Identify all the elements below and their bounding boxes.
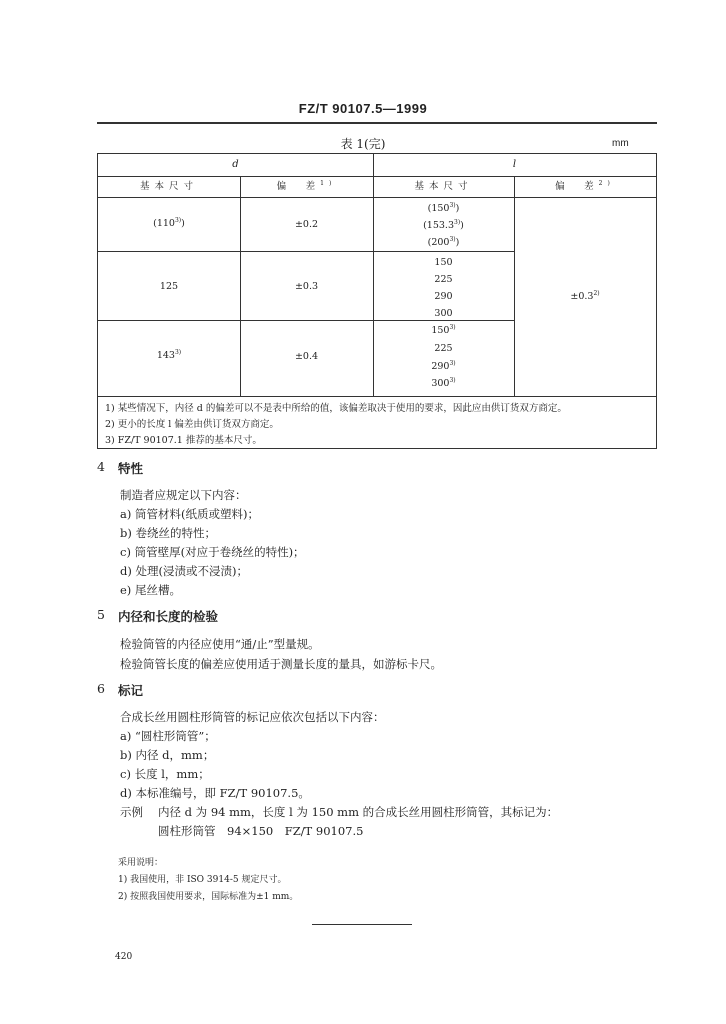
section-number: 5 [97, 607, 105, 622]
note-item: 2) 按照我国使用要求，国际标准为±1 mm。 [118, 892, 299, 902]
table-footnote: 3) FZ/T 90107.1 推荐的基本尺寸。 [105, 435, 262, 446]
group-header-d: d [232, 159, 239, 170]
footnote-divider [98, 396, 656, 397]
row-divider [98, 320, 514, 321]
group-header-l: l [512, 159, 517, 170]
col-header-l-tol [514, 179, 656, 192]
page-number: 420 [115, 952, 133, 962]
l-value: 225 [434, 343, 453, 354]
d-tolerance: ±0.2 [294, 219, 319, 230]
section-number: 4 [97, 459, 105, 474]
row-divider [98, 251, 514, 252]
col-header-d-tol [240, 179, 373, 192]
table-footnote: 2) 更小的长度 l 偏差由供订货双方商定。 [105, 419, 279, 430]
table-title: 表 1(完) [340, 137, 386, 151]
list-item: a) “圆柱形筒管”； [120, 729, 216, 743]
col-header-l-basic: 基本尺寸 [414, 181, 473, 192]
list-item: d) 处理(浸渍或不浸渍)； [120, 564, 248, 578]
section-title: 内径和长度的检验 [118, 609, 219, 624]
section-title: 标记 [118, 683, 144, 698]
footnote-ref: 1) [320, 179, 337, 187]
l-value: 300$^{3)}$ [431, 376, 456, 389]
l-value: 290$^{3)}$ [431, 359, 456, 372]
header-divider [98, 176, 656, 177]
l-value: (150$^{3)}$) [427, 201, 460, 214]
list-item: e) 尾丝槽。 [120, 583, 181, 597]
d-value: 125 [159, 281, 179, 292]
list-item: c) 筒管壁厚(对应于卷绕丝的特性)； [120, 545, 305, 559]
col-header-d-tol-text: 偏 差 [276, 181, 321, 192]
d-tolerance: ±0.4 [294, 351, 319, 362]
header-rule [97, 122, 657, 124]
table-footnote: 1) 某些情况下，内径 d 的偏差可以不是表中所给的值，该偏差取决于使用的要求，因此应由供订货双方商定。 [105, 403, 567, 414]
footnote-ref: 2) [598, 179, 615, 187]
list-item: b) 内径 d，mm； [120, 748, 215, 762]
notes-title: 采用说明： [118, 858, 164, 868]
example-marking: 圆柱形筒管 94×150 FZ/T 90107.5 [158, 824, 364, 838]
note-item: 1) 我国使用，非 ISO 3914-5 规定尺寸。 [118, 875, 287, 885]
section-title: 特性 [118, 461, 144, 476]
l-value: (200$^{3)}$) [427, 235, 460, 248]
example-text: 内径 d 为 94 mm，长度 l 为 150 mm 的合成长丝用圆柱形筒管，其标记为： [158, 805, 559, 819]
d-value: 143$^{3)}$ [156, 348, 182, 361]
list-item: d) 本标准编号，即 FZ/T 90107.5。 [120, 786, 310, 800]
l-value: 150 [434, 257, 453, 268]
l-value: 300 [434, 308, 453, 319]
notes-rule [312, 924, 412, 925]
body-text: 合成长丝用圆柱形筒管的标记应依次包括以下内容： [120, 710, 385, 724]
list-item: c) 长度 l，mm； [120, 767, 210, 781]
list-item: a) 筒管材料(纸质或塑料)； [120, 507, 259, 521]
l-value: (153.3$^{3)}$) [423, 218, 464, 231]
divider-l [514, 176, 515, 396]
header-bottom [98, 197, 656, 198]
standard-code: FZ/T 90107.5—1999 [298, 101, 428, 116]
d-value: (110$^{3)}$) [153, 216, 185, 229]
col-header-d-basic: 基本尺寸 [139, 181, 198, 192]
body-text: 制造者应规定以下内容： [120, 488, 247, 502]
list-item: b) 卷绕丝的特性； [120, 526, 217, 540]
body-text: 检验筒管长度的偏差应使用适于测量长度的量具，如游标卡尺。 [120, 657, 442, 671]
l-value: 225 [434, 274, 453, 285]
body-text: 检验筒管的内径应使用“通/止”型量规。 [120, 637, 320, 651]
l-tolerance: $\pm 0.3^{2)}$ [570, 289, 600, 302]
dimension-table [97, 153, 657, 449]
table-unit: mm [612, 138, 629, 149]
d-tolerance: ±0.3 [294, 281, 319, 292]
col-header-l-tol-text: 偏 差 [555, 181, 599, 192]
section-number: 6 [97, 681, 105, 696]
l-value: 150$^{3)}$ [431, 323, 456, 336]
l-value: 290 [434, 291, 453, 302]
example-label: 示例 [120, 805, 143, 819]
